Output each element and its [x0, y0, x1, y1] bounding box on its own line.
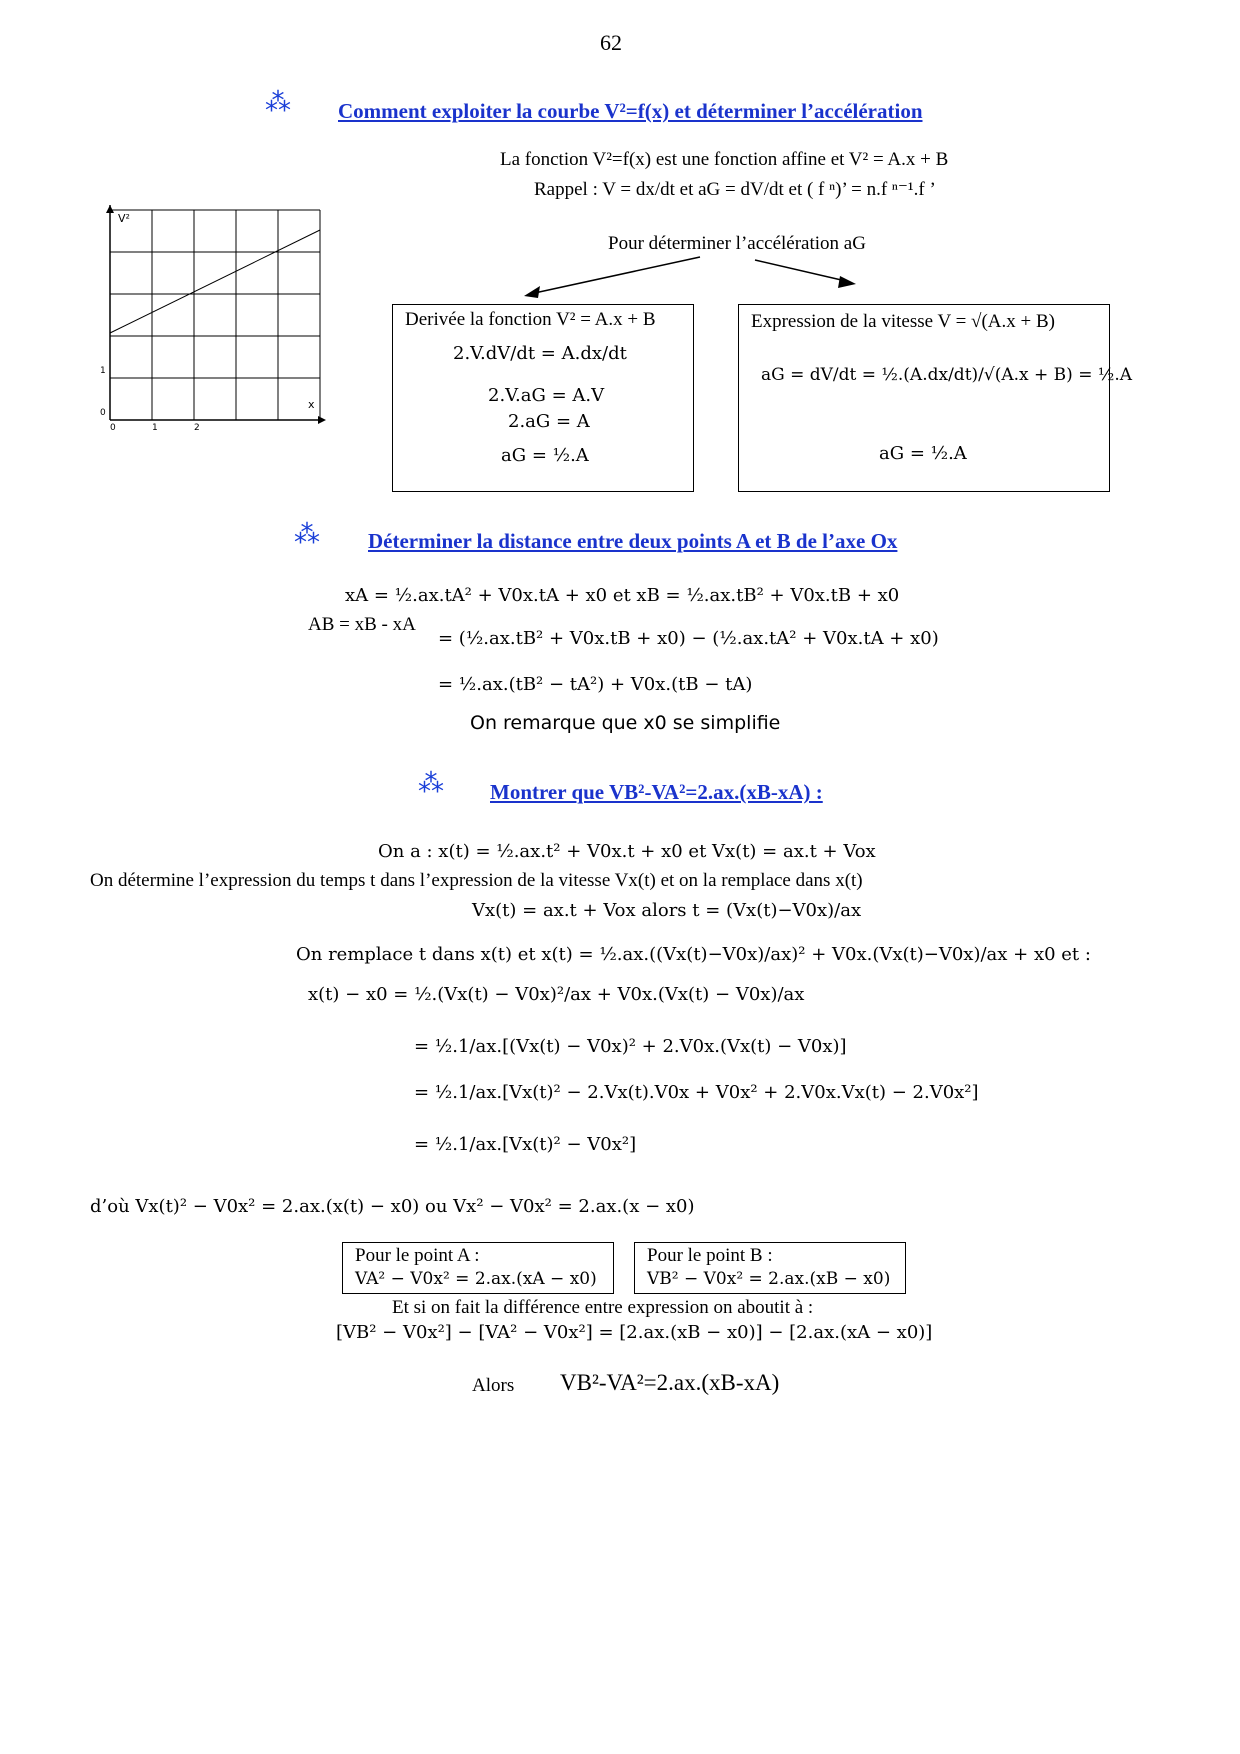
point-b-equation: VB² − V0x² = 2.ax.(xB − x0) [647, 1269, 891, 1289]
rappel-line: Rappel : V = dx/dt et aG = dV/dt et ( f ⁿ)’ = n.f ⁿ⁻¹.f ’ [534, 179, 936, 200]
simplification-note: On remarque que x0 se simplifie [470, 712, 781, 734]
asterism-icon: ⁂ [265, 88, 291, 118]
page-number: 62 [600, 30, 622, 55]
point-a-equation: VA² − V0x² = 2.ax.(xA − x0) [355, 1269, 597, 1289]
graph-ylabel: V² [118, 212, 130, 225]
graph-xtick-1: 1 [152, 423, 158, 430]
graph-ytick-0: 0 [100, 408, 106, 418]
point-a-box [342, 1242, 614, 1294]
velocity-line-2: aG = ½.A [879, 443, 967, 464]
affine-function-line: La fonction V²=f(x) est une fonction affine et V² = A.x + B [500, 149, 949, 170]
asterism-icon: ⁂ [294, 520, 320, 550]
alors-label: Alors [472, 1375, 515, 1396]
branch-arrows-icon [520, 252, 860, 302]
velocity-line-1: aG = dV/dt = ½.(A.dx/dt)/√(A.x + B) = ½.A [761, 365, 1133, 385]
derivative-line-4: aG = ½.A [501, 445, 589, 466]
v2-x-graph [98, 205, 330, 430]
graph-xtick-0: 0 [110, 423, 116, 430]
final-result: VB²-VA²=2.ax.(xB-xA) [560, 1370, 780, 1395]
equations-of-motion: On a : x(t) = ½.ax.t² + V0x.t + x0 et Vx(t) = ax.t + Vox [378, 841, 876, 862]
point-b-title: Pour le point B : [647, 1245, 773, 1266]
velocity-box-title: Expression de la vitesse V = √(A.x + B) [751, 311, 1055, 332]
difference-equation: [VB² − V0x²] − [VA² − V0x²] = [2.ax.(xB − x0)] − [2.ax.(xA − x0)] [336, 1322, 933, 1343]
derivation-step-3: = ½.1/ax.[Vx(t)² − 2.Vx(t).V0x + V0x² + 2.V0x.Vx(t) − 2.V0x²] [414, 1082, 979, 1103]
section2-heading: Déterminer la distance entre deux points A et B de l’axe Ox [368, 529, 898, 553]
point-b-box [634, 1242, 906, 1294]
section3-heading: Montrer que VB²-VA²=2.ax.(xB-xA) : [490, 780, 823, 804]
derivative-line-1: 2.V.dV/dt = A.dx/dt [453, 343, 627, 364]
derivative-box [392, 304, 694, 492]
graph-ytick-1: 1 [100, 366, 106, 376]
ab-simplified: = ½.ax.(tB² − tA²) + V0x.(tB − tA) [438, 674, 753, 695]
derivation-step-4: = ½.1/ax.[Vx(t)² − V0x²] [414, 1134, 637, 1155]
graph-xtick-2: 2 [194, 423, 200, 430]
derivation-step-2: = ½.1/ax.[(Vx(t) − V0x)² + 2.V0x.(Vx(t) − V0x)] [414, 1036, 847, 1057]
difference-sentence: Et si on fait la différence entre expression on aboutit à : [392, 1297, 814, 1318]
derivative-line-3: 2.aG = A [508, 411, 590, 432]
section1-heading: Comment exploiter la courbe V²=f(x) et déterminer l’accélération [338, 99, 923, 123]
time-expression: Vx(t) = ax.t + Vox alors t = (Vx(t)−V0x)/ax [472, 900, 862, 921]
ab-definition: AB = xB - xA [308, 614, 416, 635]
derivative-box-title: Derivée la fonction V² = A.x + B [405, 309, 656, 330]
point-a-title: Pour le point A : [355, 1245, 480, 1266]
derivative-line-2: 2.V.aG = A.V [488, 385, 605, 406]
ab-expansion: = (½.ax.tB² + V0x.tB + x0) − (½.ax.tA² + V0x.tA + x0) [438, 628, 939, 649]
derivation-step-1: x(t) − x0 = ½.(Vx(t) − V0x)²/ax + V0x.(Vx(t) − V0x)/ax [308, 984, 805, 1005]
graph-xlabel: x [308, 398, 315, 411]
substitution-line: On remplace t dans x(t) et x(t) = ½.ax.((Vx(t)−V0x)/ax)² + V0x.(Vx(t)−V0x)/ax + x0 et : [296, 944, 1091, 965]
result-line: d’où Vx(t)² − V0x² = 2.ax.(x(t) − x0) ou Vx² − V0x² = 2.ax.(x − x0) [90, 1196, 695, 1217]
pour-determiner-line: Pour déterminer l’accélération aG [608, 233, 866, 254]
positions-line: xA = ½.ax.tA² + V0x.tA + x0 et xB = ½.ax.tB² + V0x.tB + x0 [345, 585, 900, 606]
velocity-box [738, 304, 1133, 492]
asterism-icon: ⁂ [418, 769, 444, 799]
method-sentence: On détermine l’expression du temps t dans l’expression de la vitesse Vx(t) et on la remplace dans x(t) [90, 870, 863, 891]
